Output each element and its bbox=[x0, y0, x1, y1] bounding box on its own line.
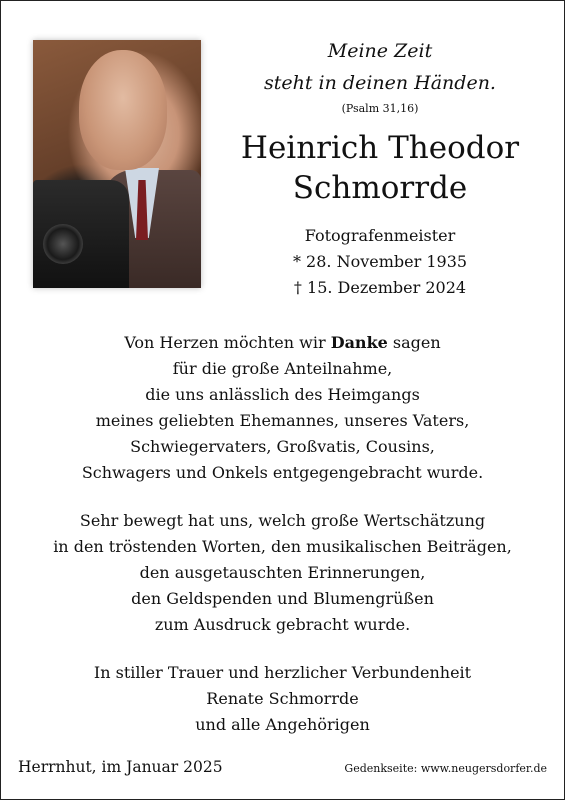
photo-camera-lens bbox=[43, 224, 83, 264]
motto-line-2: steht in deinen Händen. bbox=[264, 72, 496, 94]
closing-paragraph bbox=[0, 660, 565, 738]
thanks-paragraph bbox=[0, 330, 565, 486]
photo-face bbox=[79, 50, 167, 170]
deceased-name-line-1: Heinrich Theodor bbox=[240, 130, 520, 166]
appreciation-line: den Geldspenden und Blumengrüßen bbox=[131, 589, 434, 608]
birth-date: * 28. November 1935 bbox=[292, 252, 468, 271]
deceased-name-line-2: Schmorrde bbox=[292, 170, 468, 206]
thanks-line: die uns anlässlich des Heimgangs bbox=[145, 385, 420, 404]
thanks-line: Schwagers und Onkels entgegengebracht wurde. bbox=[81, 463, 484, 482]
appreciation-paragraph bbox=[0, 508, 565, 638]
profession: Fotografenmeister bbox=[304, 226, 456, 245]
thanks-line: für die große Anteilnahme, bbox=[172, 359, 393, 378]
appreciation-line: den ausgetauschten Erinnerungen, bbox=[139, 563, 426, 582]
motto-source: (Psalm 31,16) bbox=[341, 102, 419, 115]
motto-line-1: Meine Zeit bbox=[327, 40, 433, 62]
appreciation-line: Sehr bewegt hat uns, welch große Wertschätzung bbox=[79, 511, 486, 530]
place-and-date: Herrnhut, im Januar 2025 bbox=[18, 758, 223, 776]
portrait-photo bbox=[33, 40, 201, 288]
closing-line: In stiller Trauer und herzlicher Verbundenheit bbox=[93, 663, 472, 682]
thanks-emphasis: Danke bbox=[330, 333, 388, 352]
thanks-line: Von Herzen möchten wir Danke sagen bbox=[124, 333, 441, 352]
closing-line: und alle Angehörigen bbox=[195, 715, 370, 734]
thanks-line: meines geliebten Ehemannes, unseres Vaters, bbox=[95, 411, 470, 430]
death-date: † 15. Dezember 2024 bbox=[293, 278, 467, 297]
mourner-name: Renate Schmorrde bbox=[206, 689, 359, 708]
thanks-line: Schwiegervaters, Großvatis, Cousins, bbox=[130, 437, 435, 456]
memorial-page-link[interactable]: Gedenkseite: www.neugersdorfer.de bbox=[344, 762, 547, 775]
appreciation-line: zum Ausdruck gebracht wurde. bbox=[154, 615, 411, 634]
appreciation-line: in den tröstenden Worten, den musikalischen Beiträgen, bbox=[53, 537, 512, 556]
